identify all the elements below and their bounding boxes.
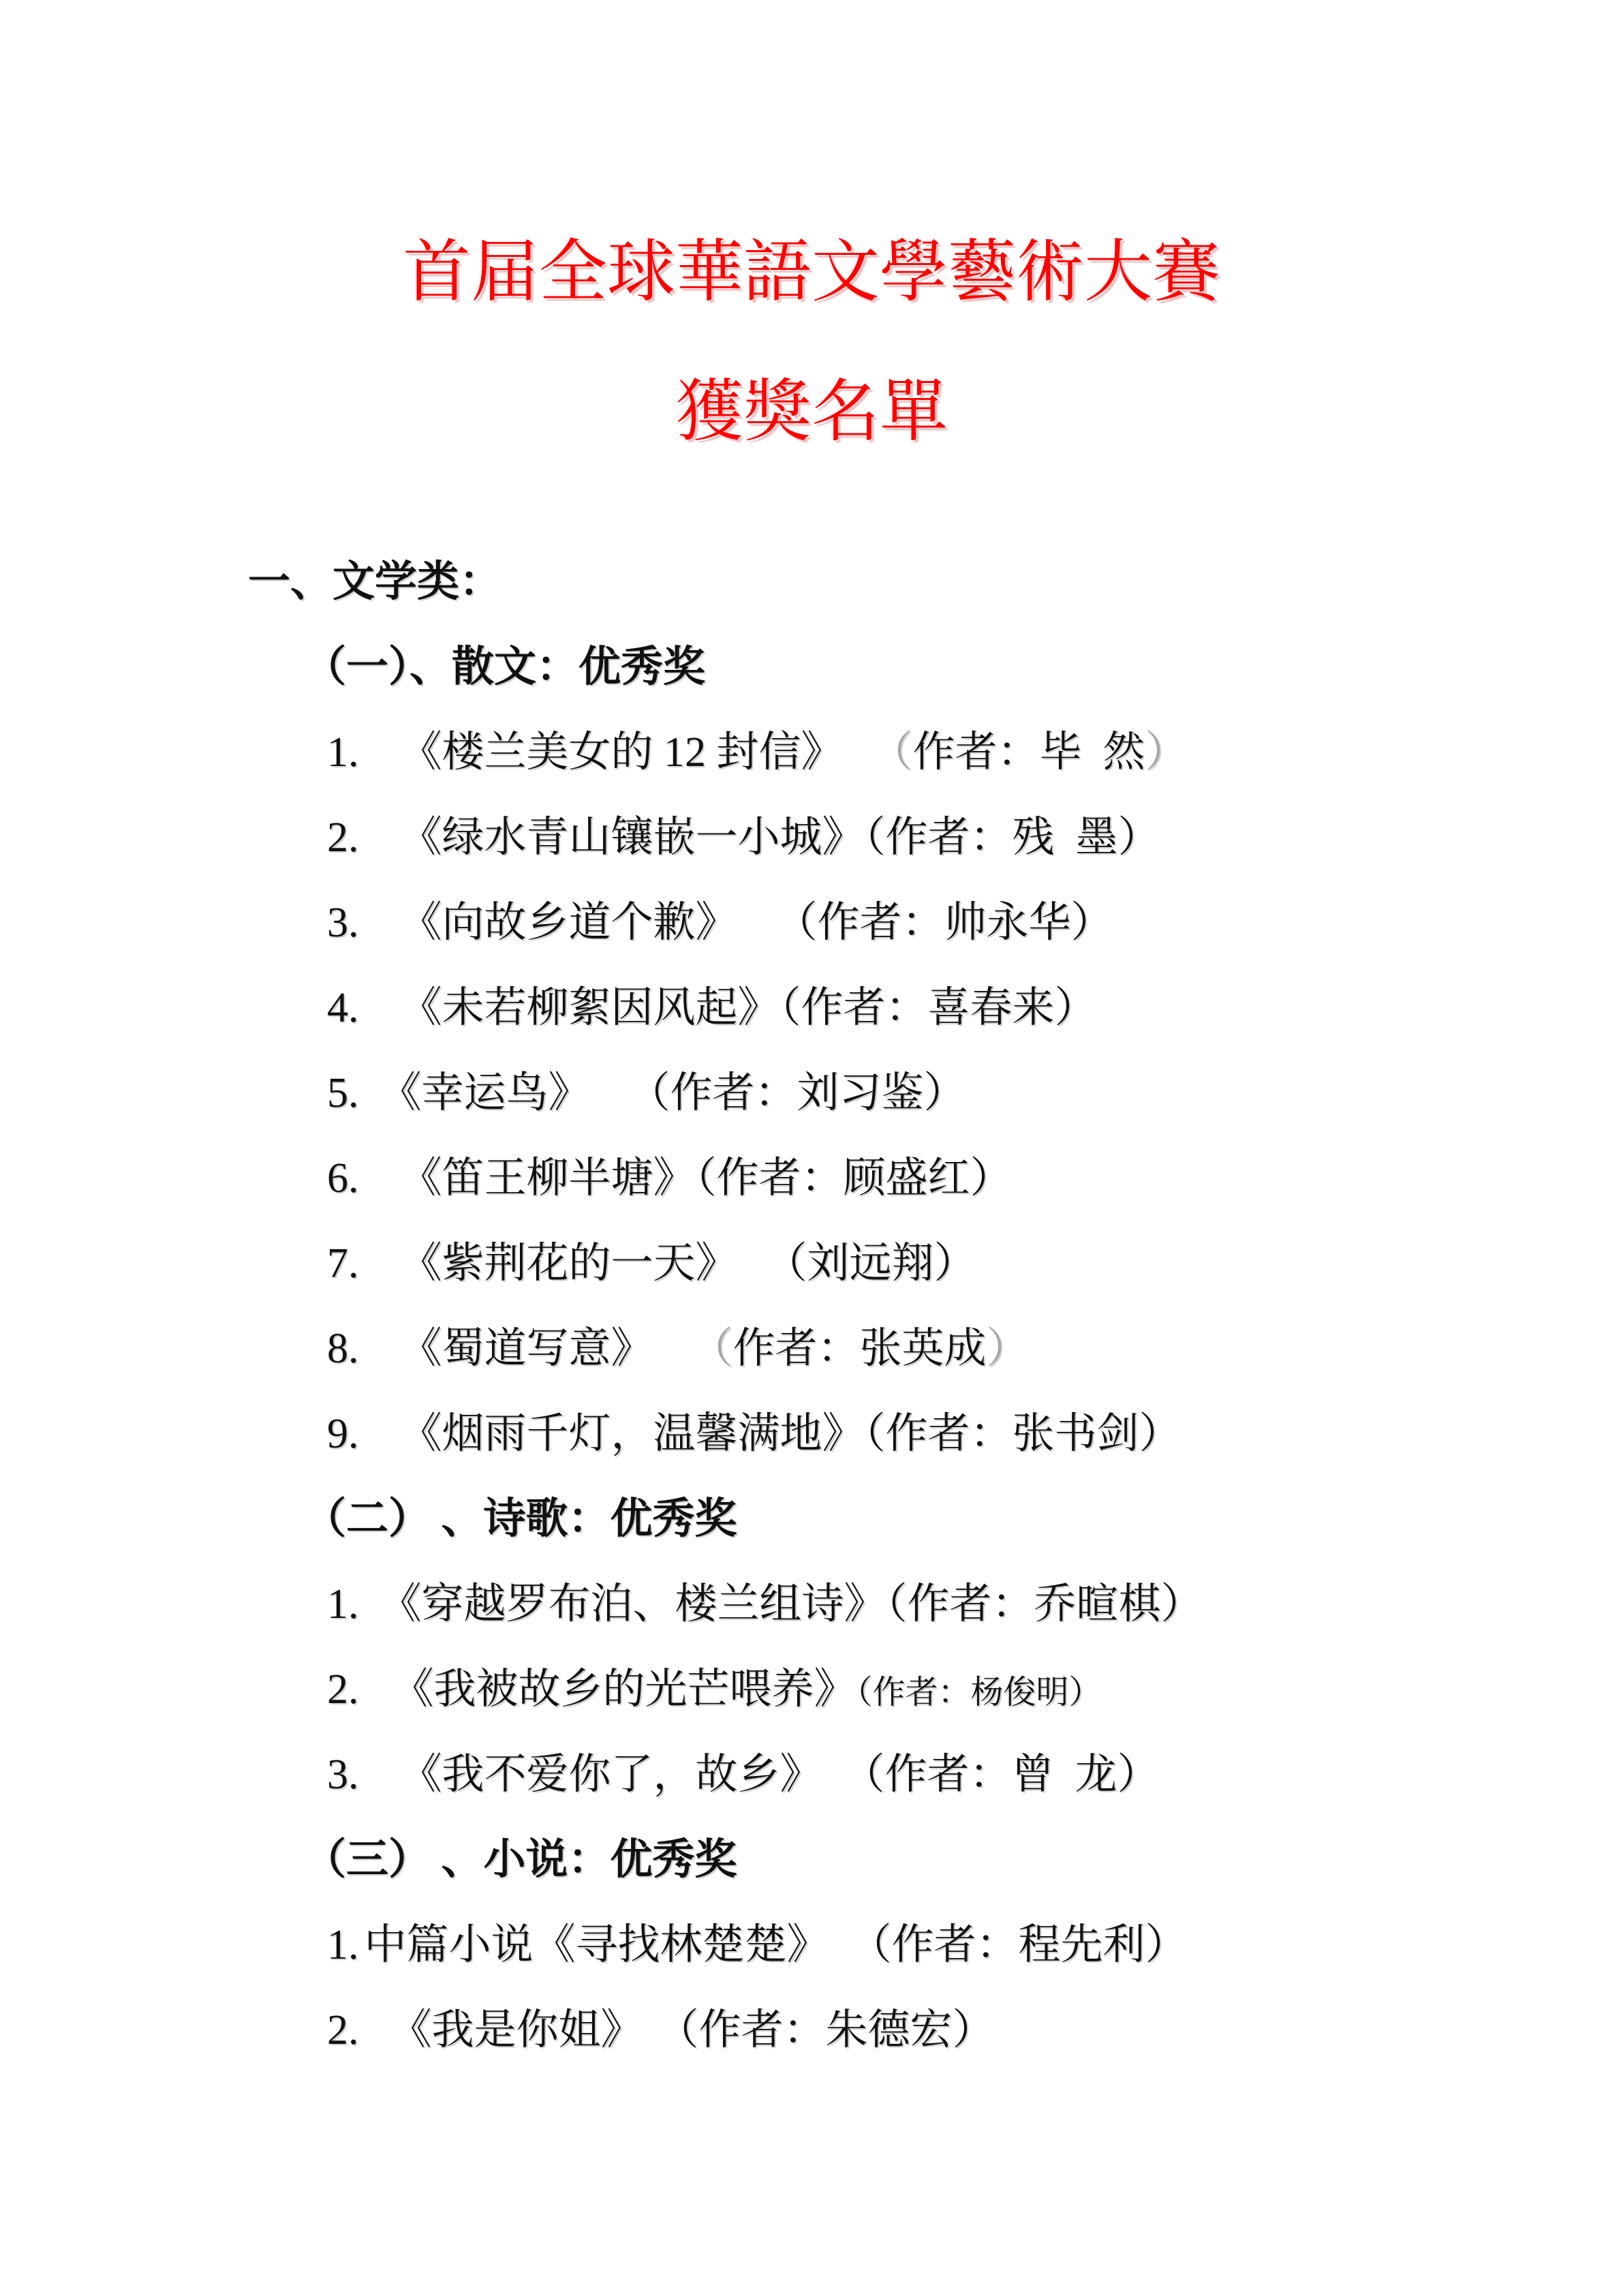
poetry-item-3 bbox=[0, 1732, 1623, 1818]
work-title: 《烟雨千灯，温馨满地》 bbox=[399, 1411, 865, 1457]
prose-item-7 bbox=[0, 1221, 1623, 1306]
prose-item-5 bbox=[0, 1051, 1623, 1136]
work-title: 《寻找林楚楚》 bbox=[533, 1922, 829, 1968]
author-paren-close: ） bbox=[1145, 1922, 1188, 1968]
author-paren-open: （ bbox=[690, 1326, 733, 1372]
item-number: 7. bbox=[327, 1240, 359, 1287]
author-paren-open: （ bbox=[856, 1674, 873, 1711]
tab-spacer bbox=[359, 1191, 400, 1192]
prose-item-3 bbox=[0, 881, 1623, 966]
author-paren-open: （ bbox=[842, 1751, 885, 1798]
work-title: 《幸运鸟》 bbox=[379, 1070, 591, 1116]
work-title: 《我不爱你了，故乡》 bbox=[399, 1751, 822, 1798]
work-title: 《向故乡道个歉》 bbox=[399, 900, 738, 946]
tab-spacer bbox=[359, 1106, 380, 1107]
heading-novel-award: （三） 、小说：优秀奖 bbox=[304, 1837, 737, 1883]
author-paren-close: ） bbox=[970, 1155, 1013, 1201]
item-number: 5. bbox=[327, 1070, 359, 1116]
author-text: 作者：残 墨 bbox=[885, 814, 1118, 861]
mid-spacer bbox=[829, 1958, 850, 1959]
author-paren-open: （ bbox=[886, 1581, 908, 1627]
tab-spacer bbox=[359, 1617, 380, 1618]
author-paren-close: ） bbox=[1070, 900, 1113, 946]
prose-item-2 bbox=[0, 795, 1623, 881]
tab-spacer bbox=[359, 1276, 400, 1277]
author-text: 作者：张书剑 bbox=[885, 1411, 1139, 1457]
work-title: 《笛王柳半塘》 bbox=[399, 1155, 696, 1201]
work-title: 《蜀道写意》 bbox=[399, 1326, 653, 1372]
work-title: 《我是你姐》 bbox=[389, 2007, 643, 2053]
author-text: 作者：顾盛红 bbox=[716, 1155, 970, 1201]
heading-literature-category: 一、文学类： bbox=[248, 559, 502, 605]
item-number: 2. bbox=[327, 814, 359, 861]
author-paren-close: ） bbox=[1068, 1674, 1102, 1711]
prose-item-1 bbox=[0, 710, 1623, 795]
author-text: 作者：喜春来 bbox=[801, 985, 1055, 1031]
tab-spacer bbox=[359, 765, 400, 766]
document-body bbox=[0, 540, 1623, 2073]
author-paren-close: ） bbox=[1139, 1411, 1181, 1457]
item-number: 6. bbox=[327, 1155, 359, 1201]
author-paren-close: ） bbox=[986, 1326, 1029, 1372]
prose-item-8 bbox=[0, 1306, 1623, 1392]
author-paren-open: （ bbox=[628, 1070, 670, 1116]
author-paren-open: （ bbox=[656, 2007, 699, 2053]
item-number: 1. bbox=[327, 1922, 359, 1968]
mid-spacer bbox=[738, 1276, 765, 1277]
author-paren-close: ） bbox=[1054, 985, 1097, 1031]
novel-item-1 bbox=[0, 1903, 1623, 1988]
item-number: 1. bbox=[327, 1581, 359, 1627]
author-paren-open: （ bbox=[870, 729, 913, 776]
item-number: 8. bbox=[327, 1326, 359, 1372]
author-group bbox=[856, 1674, 1102, 1711]
mid-spacer bbox=[844, 765, 871, 766]
work-title: 《未若柳絮因风起》 bbox=[399, 985, 780, 1031]
author-paren-open: （ bbox=[764, 1240, 807, 1287]
author-paren-close: ） bbox=[923, 1070, 966, 1116]
heading-poetry-award: （二） 、诗歌：优秀奖 bbox=[304, 1496, 737, 1542]
tab-spacer bbox=[359, 2043, 390, 2044]
author-paren-close: ） bbox=[1160, 1581, 1203, 1627]
item-number: 3. bbox=[327, 1751, 359, 1798]
item-number: 3. bbox=[327, 900, 359, 946]
author-paren-close: ） bbox=[1117, 1751, 1160, 1798]
doc-title-line2: 獲獎名單 bbox=[675, 374, 948, 450]
item-number: 9. bbox=[327, 1411, 359, 1457]
poetry-item-1 bbox=[0, 1562, 1623, 1647]
prose-item-6 bbox=[0, 1136, 1623, 1221]
author-paren-open: （ bbox=[864, 814, 886, 861]
tab-spacer bbox=[359, 1021, 400, 1022]
heading-prose-award: （一）、散文：优秀奖 bbox=[304, 644, 706, 690]
author-paren-open: （ bbox=[779, 985, 801, 1031]
item-number: 2. bbox=[327, 2007, 359, 2053]
work-title: 《绿水青山镶嵌一小城》 bbox=[399, 814, 865, 861]
author-text: 作者：刘习鉴 bbox=[670, 1070, 924, 1116]
prose-item-4 bbox=[0, 966, 1623, 1051]
prose-item-9 bbox=[0, 1392, 1623, 1477]
tab-spacer bbox=[359, 1447, 400, 1448]
tab-spacer bbox=[359, 1702, 392, 1703]
work-title: 《楼兰美女的 12 封信》 bbox=[399, 729, 844, 776]
work-title: 《紫荆花的一天》 bbox=[399, 1240, 738, 1287]
mid-spacer bbox=[591, 1106, 628, 1107]
mid-spacer bbox=[643, 2043, 657, 2044]
item-number: 2. bbox=[327, 1666, 359, 1713]
author-text: 作者：杨俊明 bbox=[872, 1674, 1069, 1711]
work-title: 《我被故乡的光芒喂养》 bbox=[391, 1666, 856, 1713]
author-paren-open: （ bbox=[849, 1922, 892, 1968]
item-number: 1. bbox=[327, 729, 359, 776]
author-text: 作者：程先利 bbox=[891, 1922, 1145, 1968]
doc-title-line1: 首届全球華語文學藝術大賽 bbox=[403, 234, 1220, 310]
genre-prefix: 中篇小说 bbox=[364, 1922, 534, 1968]
novel-item-2 bbox=[0, 1988, 1623, 2073]
author-paren-close: ） bbox=[933, 1240, 976, 1287]
author-text: 刘远翔 bbox=[807, 1240, 934, 1287]
author-text: 作者：朱德宏 bbox=[698, 2007, 953, 2053]
work-title: 《穿越罗布泊、楼兰组诗》 bbox=[379, 1581, 886, 1627]
author-paren-close: ） bbox=[1145, 729, 1188, 776]
author-text: 作者：毕 然 bbox=[912, 729, 1145, 776]
author-text: 作者：帅永华 bbox=[817, 900, 1071, 946]
poetry-item-2 bbox=[0, 1647, 1623, 1732]
tab-spacer bbox=[359, 1958, 365, 1959]
author-paren-open: （ bbox=[864, 1411, 886, 1457]
author-paren-close: ） bbox=[1117, 814, 1160, 861]
author-paren-close: ） bbox=[952, 2007, 995, 2053]
item-number: 4. bbox=[327, 985, 359, 1031]
author-text: 作者：曾 龙 bbox=[884, 1751, 1117, 1798]
author-text: 作者：张英成 bbox=[732, 1326, 987, 1372]
author-paren-open: （ bbox=[695, 1155, 717, 1201]
author-text: 作者：乔暄棋 bbox=[907, 1581, 1161, 1627]
author-paren-open: （ bbox=[775, 900, 818, 946]
